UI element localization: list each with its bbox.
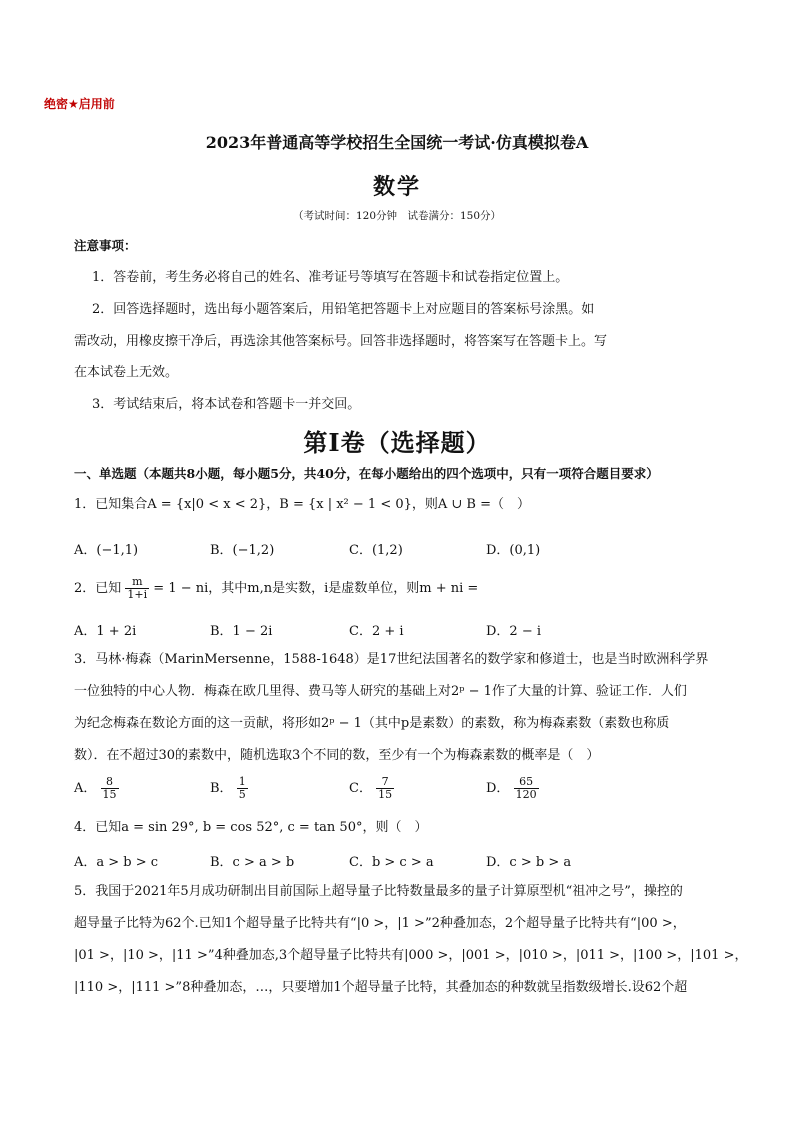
question-3-line-1: 3．马林·梅森（MarinMersenne，1588-1648）是17世纪法国著名的数学家和修道士，也是当时欧洲科学界 bbox=[74, 652, 709, 667]
q4-option-c: C．b > c > a bbox=[349, 855, 434, 870]
q3-option-a-numerator: 8 bbox=[106, 775, 114, 788]
q3-option-c-label: C． bbox=[349, 781, 372, 796]
q4-option-d: D．c > b > a bbox=[486, 855, 572, 870]
q2-option-b: B．1 − 2i bbox=[210, 624, 273, 639]
q3-option-c bbox=[349, 776, 394, 801]
q3-option-d-denominator: 120 bbox=[515, 788, 537, 801]
q3-option-b-fraction bbox=[237, 776, 248, 801]
q3-option-d bbox=[486, 776, 539, 801]
question-5-line-3: |01 >，|10 >，|11 >”4种叠加态,3个超导量子比特共有|000 >，|001 >，|010 >，|011 >，|100 >，|101 >， bbox=[74, 948, 748, 963]
q2-suffix: = 1 − ni，其中m,n是实数，i是虚数单位，则m + ni = bbox=[153, 581, 479, 596]
subject-title: 数学 bbox=[372, 174, 421, 200]
q3-option-b bbox=[210, 776, 248, 801]
confidential-label: 绝密★启用前 bbox=[44, 97, 115, 111]
q4-option-b: B．c > a > b bbox=[210, 855, 295, 870]
question-3-line-4: 数）．在不超过30的素数中，随机选取3个不同的数，至少有一个为梅森素数的概率是（ ） bbox=[74, 748, 600, 763]
question-3-line-3: 为纪念梅森在数论方面的这一贡献，将形如2ᵖ − 1（其中p是素数）的素数，称为梅森素数（素数也称质 bbox=[74, 716, 670, 731]
question-1-stem: 1．已知集合A = {x|0 < x < 2}，B = {x | x² − 1 < 0}，则A ∪ B =（ ） bbox=[74, 497, 531, 512]
exam-title: 2023年普通高等学校招生全国统一考试·仿真模拟卷A bbox=[205, 133, 589, 152]
notice-item-2-line-3: 在本试卷上无效。 bbox=[74, 365, 179, 380]
notice-heading: 注意事项： bbox=[74, 238, 137, 253]
q3-option-c-fraction bbox=[376, 776, 394, 801]
question-5-line-2: 超导量子比特为62个.已知1个超导量子比特共有“|0 >，|1 >”2种叠加态，2个超导量子比特共有“|00 >， bbox=[74, 916, 686, 931]
notice-item-1: 1．答卷前，考生务必将自己的姓名、准考证号等填写在答题卡和试卷指定位置上。 bbox=[92, 270, 569, 285]
q4-option-a: A．a > b > c bbox=[74, 855, 159, 870]
notice-item-2-line-2: 需改动，用橡皮擦干净后，再选涂其他答案标号。回答非选择题时，将答案写在答题卡上。写 bbox=[74, 334, 608, 349]
q2-prefix: 2．已知 bbox=[74, 581, 122, 596]
question-5-line-4: |110 >，|111 >”8种叠加态，…，只要增加1个超导量子比特，其叠加态的种数就呈指数级增长.设62个超 bbox=[74, 980, 688, 995]
q3-option-b-denominator: 5 bbox=[238, 788, 246, 801]
q3-option-d-label: D． bbox=[486, 781, 510, 796]
q3-option-a-denominator: 15 bbox=[102, 788, 117, 801]
section-title: 第I卷（选择题） bbox=[303, 428, 491, 457]
q2-option-d: D．2 − i bbox=[486, 624, 542, 639]
section-heading: 一、单选题（本题共8小题，每小题5分，共40分，在每小题给出的四个选项中，只有一项符合题目要求） bbox=[74, 466, 659, 481]
q3-option-d-numerator: 65 bbox=[519, 775, 534, 788]
q2-fraction bbox=[125, 576, 149, 601]
q2-fraction-denominator: 1+i bbox=[127, 588, 148, 601]
q1-option-a: A．(−1,1) bbox=[74, 543, 139, 558]
question-2-stem bbox=[74, 576, 478, 601]
q2-option-c: C．2 + i bbox=[349, 624, 404, 639]
q3-option-c-denominator: 15 bbox=[378, 788, 393, 801]
q3-option-b-label: B． bbox=[210, 781, 233, 796]
q2-fraction-numerator: m bbox=[132, 575, 143, 588]
exam-time-info: （考试时间：120分钟 试卷满分：150分） bbox=[292, 210, 502, 222]
notice-item-3: 3．考试结束后，将本试卷和答题卡一并交回。 bbox=[92, 397, 361, 412]
q3-option-a bbox=[74, 776, 119, 801]
q3-option-c-numerator: 7 bbox=[381, 775, 389, 788]
q1-option-b: B．(−1,2) bbox=[210, 543, 275, 558]
q1-option-c: C．(1,2) bbox=[349, 543, 403, 558]
q1-option-d: D．(0,1) bbox=[486, 543, 541, 558]
q2-option-a: A．1 + 2i bbox=[74, 624, 137, 639]
q3-option-b-numerator: 1 bbox=[238, 775, 246, 788]
question-5-line-1: 5．我国于2021年5月成功研制出目前国际上超导量子比特数量最多的量子计算原型机“祖冲之号”，操控的 bbox=[74, 884, 683, 899]
q3-option-a-fraction bbox=[101, 776, 119, 801]
q3-option-a-label: A． bbox=[74, 781, 97, 796]
notice-item-2-line-1: 2．回答选择题时，选出每小题答案后，用铅笔把答题卡上对应题目的答案标号涂黑。如 bbox=[92, 302, 595, 317]
question-3-line-2: 一位独特的中心人物．梅森在欧几里得、费马等人研究的基础上对2ᵖ − 1作了大量的计算、验证工作．人们 bbox=[74, 684, 687, 699]
question-4-stem: 4．已知a = sin 29°, b = cos 52°, c = tan 50°，则（ ） bbox=[74, 820, 428, 835]
q3-option-d-fraction bbox=[514, 776, 539, 801]
